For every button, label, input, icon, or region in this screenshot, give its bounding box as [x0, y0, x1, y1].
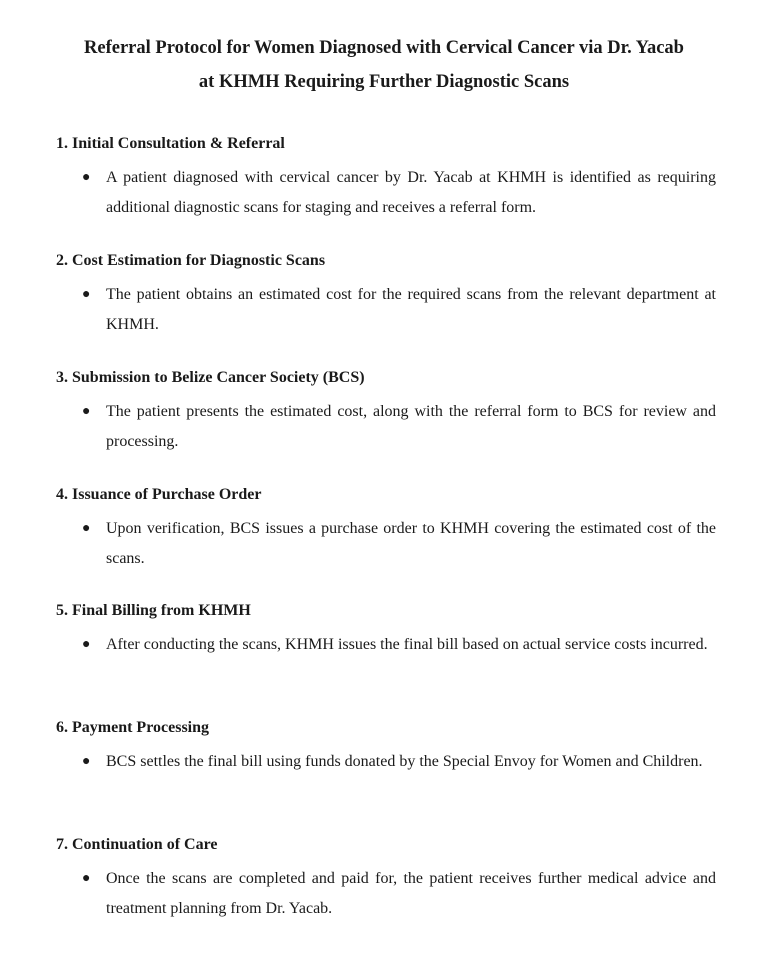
protocol-step-6: [56, 718, 716, 777]
step-heading: 6. Payment Processing: [56, 719, 210, 736]
protocol-step-2: [56, 251, 716, 339]
step-text: The patient obtains an estimated cost for the required scans from the relevant department at KHMH.: [106, 286, 716, 333]
bullet-icon: ●: [82, 404, 91, 419]
document-title-line-2: at KHMH Requiring Further Diagnostic Scans: [198, 72, 570, 92]
step-text: After conducting the scans, KHMH issues the final bill based on actual service costs incurred.: [106, 636, 708, 653]
step-text: Once the scans are completed and paid for, the patient receives further medical advice and treatment planning from Dr. Yacab.: [106, 870, 716, 917]
step-bullet: [56, 280, 716, 339]
step-heading: 5. Final Billing from KHMH: [56, 602, 251, 619]
step-heading: 2. Cost Estimation for Diagnostic Scans: [56, 252, 326, 269]
step-bullet: [56, 397, 716, 456]
step-heading: 1. Initial Consultation & Referral: [56, 135, 285, 152]
protocol-step-1: [56, 134, 716, 222]
protocol-step-7: [56, 835, 716, 923]
bullet-icon: ●: [82, 871, 91, 886]
step-text: A patient diagnosed with cervical cancer by Dr. Yacab at KHMH is identified as requiring additional diagnostic scans for staging and receives a referral form.: [106, 169, 716, 216]
bullet-icon: ●: [82, 754, 91, 769]
protocol-step-4: [56, 485, 716, 573]
step-heading: 7. Continuation of Care: [56, 836, 218, 853]
protocol-step-5: [56, 601, 716, 660]
bullet-icon: ●: [82, 287, 91, 302]
step-bullet: [56, 747, 716, 777]
step-text: Upon verification, BCS issues a purchase order to KHMH covering the estimated cost of the scans.: [106, 520, 716, 567]
document-title: [40, 31, 728, 99]
step-bullet: [56, 864, 716, 923]
step-bullet: [56, 630, 716, 660]
step-bullet: [56, 163, 716, 222]
step-heading: 3. Submission to Belize Cancer Society (BCS): [56, 369, 365, 386]
bullet-icon: ●: [82, 521, 91, 536]
document-title-line-1: Referral Protocol for Women Diagnosed with Cervical Cancer via Dr. Yacab: [84, 38, 684, 58]
step-text: The patient presents the estimated cost, along with the referral form to BCS for review and processing.: [106, 403, 716, 450]
step-heading: 4. Issuance of Purchase Order: [56, 486, 262, 503]
bullet-icon: ●: [82, 170, 91, 185]
bullet-icon: ●: [82, 637, 91, 652]
protocol-step-3: [56, 368, 716, 456]
step-bullet: [56, 514, 716, 573]
step-text: BCS settles the final bill using funds donated by the Special Envoy for Women and Children.: [106, 753, 703, 770]
